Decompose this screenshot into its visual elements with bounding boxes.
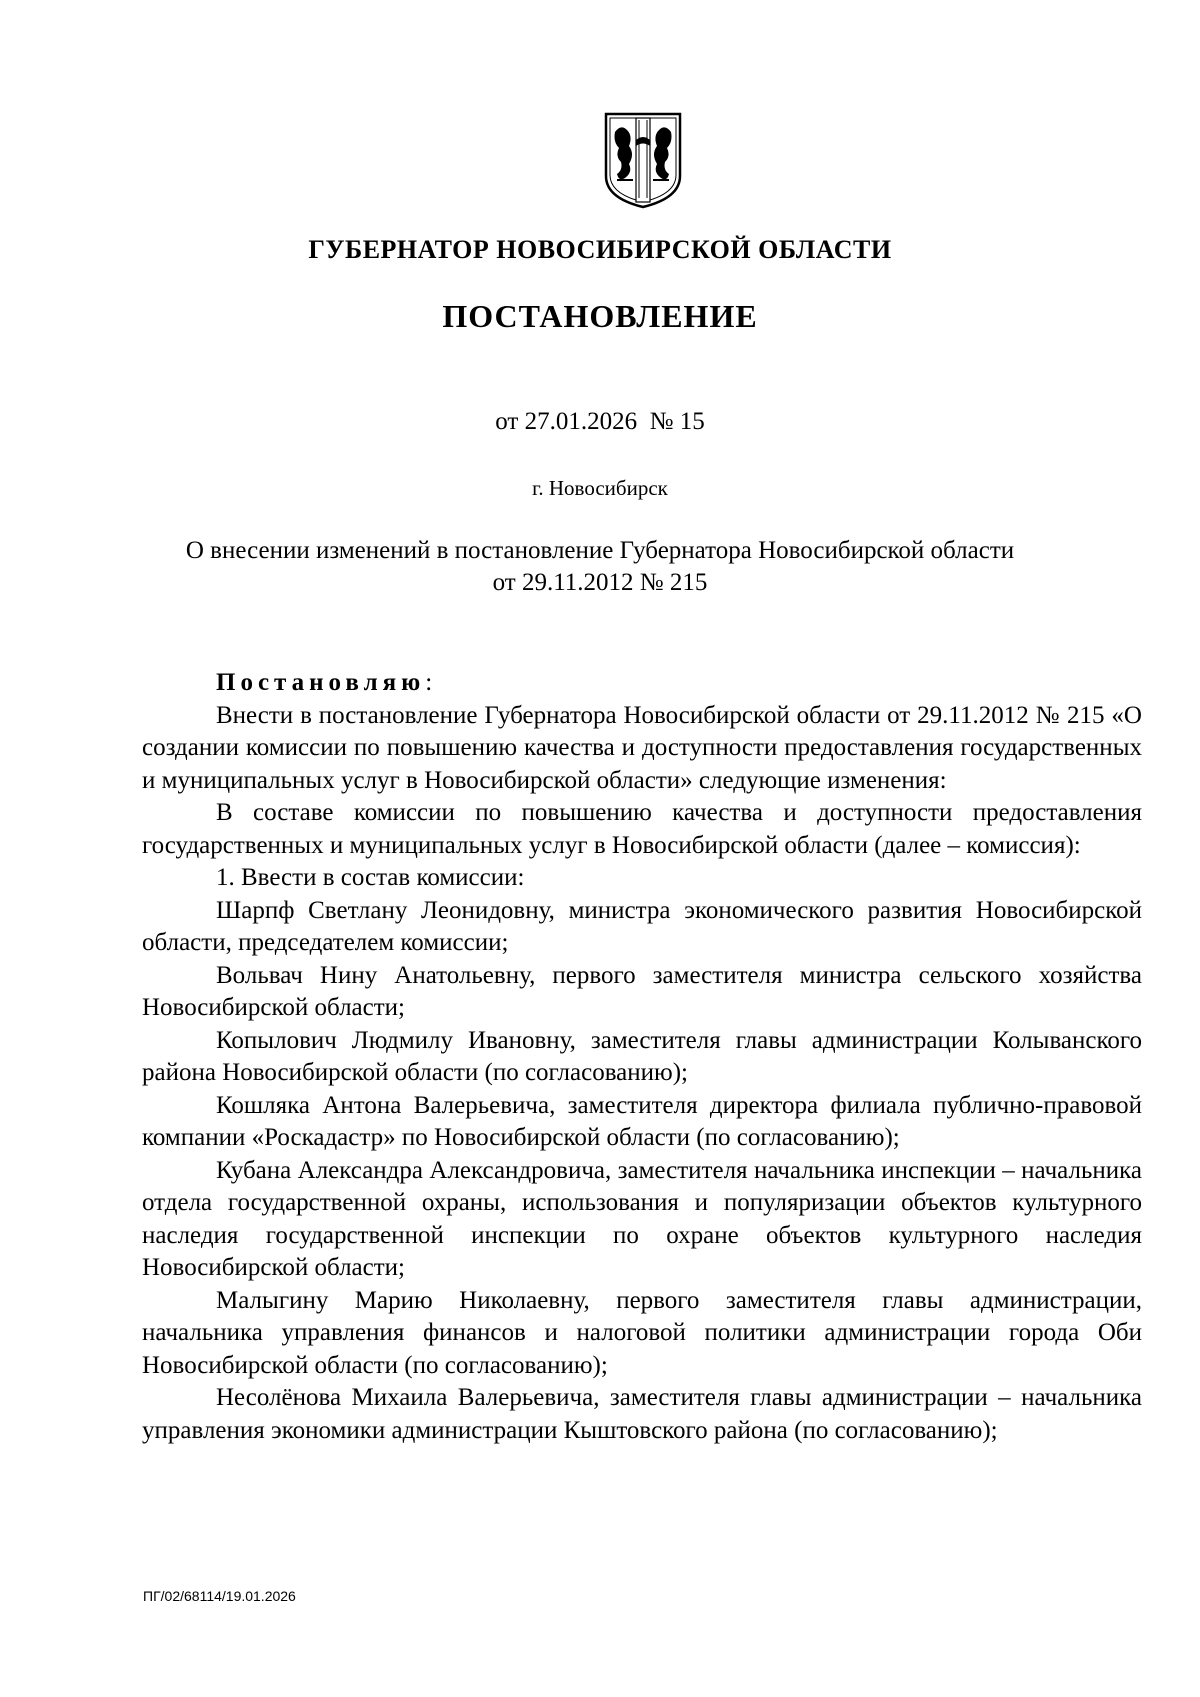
body-paragraph: Кубана Александра Александровича, заместителя начальника инспекции – начальника отдела государственной охраны, использования и популяризации объектов культурного наследия государственной инспекции по охране объектов культурного наследия Новосибирской области; [142, 1156, 1142, 1281]
coat-of-arms-icon [603, 110, 683, 210]
document-body [142, 667, 1142, 1447]
body-paragraph: Несолёнова Михаила Валерьевича, заместителя главы администрации – начальника управления экономики администрации Кыштовского района (по согласованию); [142, 1384, 1142, 1444]
document-type-title: ПОСТАНОВЛЕНИЕ [442, 298, 758, 334]
subject-line-1: О внесении изменений в постановление Губернатора Новосибирской области [185, 537, 1015, 564]
body-paragraph: Внести в постановление Губернатора Новосибирской области от 29.11.2012 № 215 «О создании комиссии по повышению качества и доступности предоставления государственных и муниципальных услуг в Новосибирской области» следующие изменения: [142, 701, 1142, 794]
decree-word: Постановляю [216, 669, 426, 696]
body-paragraph: Кошляка Антона Валерьевича, заместителя директора филиала публично-правовой компании «Роскадастр» по Новосибирской области (по согласованию); [142, 1091, 1142, 1151]
document-date-number: от 27.01.2026 № 15 [495, 408, 705, 435]
document-subject [0, 535, 1200, 599]
body-paragraph: Вольвач Нину Анатольевну, первого заместителя министра сельского хозяйства Новосибирской области; [142, 961, 1142, 1021]
body-paragraph: Малыгину Марию Николаевну, первого заместителя главы администрации, начальника управления финансов и налоговой политики администрации города Оби Новосибирской области (по согласованию); [142, 1286, 1142, 1379]
decree-colon: : [425, 669, 433, 696]
document-city: г. Новосибирск [532, 476, 668, 500]
subject-line-2: от 29.11.2012 № 215 [492, 569, 708, 596]
document-registration-code: ПГ/02/68114/19.01.2026 [143, 1588, 296, 1604]
body-paragraph: Копылович Людмилу Ивановну, заместителя главы администрации Колыванского района Новосибирской области (по согласованию); [142, 1026, 1142, 1086]
body-paragraph: В составе комиссии по повышению качества и доступности предоставления государственных и муниципальных услуг в Новосибирской области (далее – комиссия): [142, 799, 1142, 859]
issuing-authority: ГУБЕРНАТОР НОВОСИБИРСКОЙ ОБЛАСТИ [308, 235, 892, 264]
body-paragraph: Шарпф Светлану Леонидовну, министра экономического развития Новосибирской области, председателем комиссии; [142, 896, 1142, 956]
decree-heading [142, 667, 1142, 700]
body-paragraph: 1. Ввести в состав комиссии: [216, 864, 525, 891]
